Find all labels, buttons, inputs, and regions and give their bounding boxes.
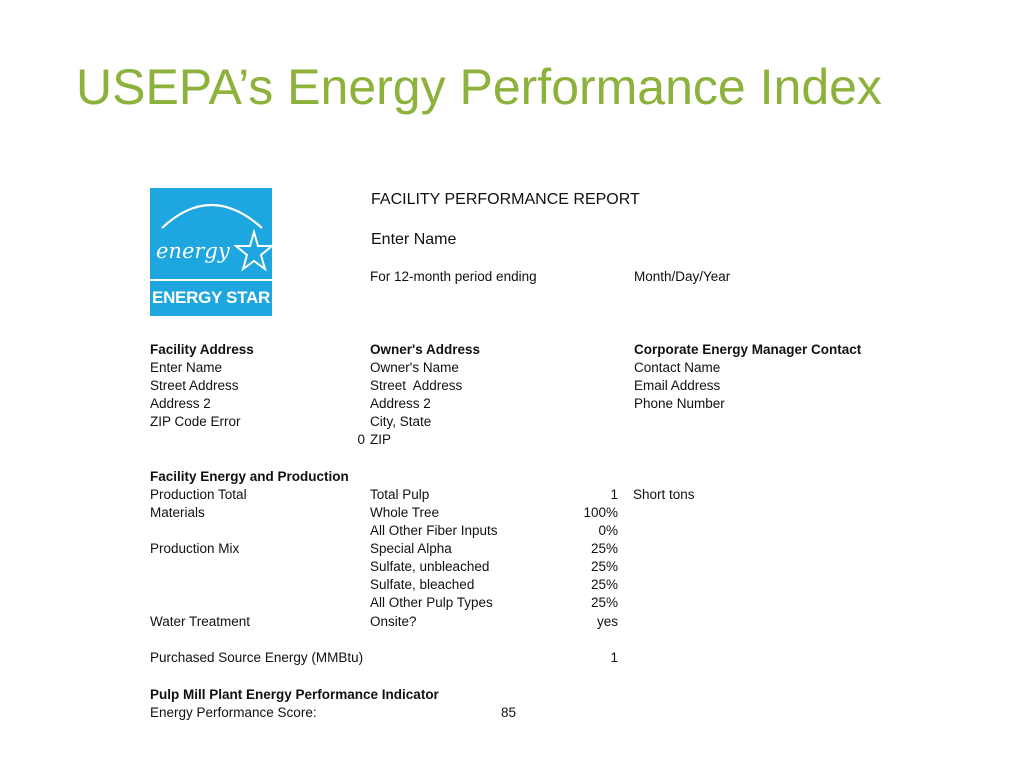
report-title: FACILITY PERFORMANCE REPORT bbox=[371, 191, 640, 208]
row-label: Water Treatment bbox=[150, 614, 251, 629]
row-label: Production Total bbox=[150, 487, 247, 502]
owner-address-line: Owner's Name bbox=[370, 360, 459, 375]
row-item: Whole Tree bbox=[370, 505, 440, 520]
row-item: All Other Fiber Inputs bbox=[370, 523, 498, 538]
energy-star-label: ENERGY STAR bbox=[152, 288, 270, 307]
row-value: 25% bbox=[590, 541, 618, 556]
row-value: 25% bbox=[590, 595, 618, 610]
row-value: 25% bbox=[590, 559, 618, 574]
energy-star-logo bbox=[150, 188, 272, 316]
row-value: 100% bbox=[583, 505, 618, 520]
row-item: Total Pulp bbox=[370, 487, 430, 502]
contact-line: Contact Name bbox=[634, 360, 721, 375]
row-value: 25% bbox=[590, 577, 618, 592]
contact-line: Email Address bbox=[634, 378, 721, 393]
score-label: Energy Performance Score: bbox=[150, 705, 317, 720]
row-label: Production Mix bbox=[150, 541, 240, 556]
facility-zip-value: 0 bbox=[357, 432, 365, 447]
row-item: Sulfate, unbleached bbox=[370, 559, 490, 574]
facility-address-header: Facility Address bbox=[150, 342, 254, 357]
owner-address-line: ZIP bbox=[370, 432, 392, 447]
owner-address-line: Address 2 bbox=[370, 396, 431, 411]
facility-address-line: ZIP Code Error bbox=[150, 414, 241, 429]
contact-line: Phone Number bbox=[634, 396, 725, 411]
row-value: 0% bbox=[598, 523, 618, 538]
period-label: For 12-month period ending bbox=[370, 269, 537, 284]
contact-header: Corporate Energy Manager Contact bbox=[634, 342, 862, 357]
row-item: Onsite? bbox=[370, 614, 417, 629]
facility-address-line: Address 2 bbox=[150, 396, 211, 411]
row-unit: Short tons bbox=[633, 487, 695, 502]
slide-title: USEPA’s Energy Performance Index bbox=[76, 59, 882, 115]
indicator-header: Pulp Mill Plant Energy Performance Indicator bbox=[150, 687, 439, 702]
row-value: 1 bbox=[610, 487, 618, 502]
facility-address-line: Street Address bbox=[150, 378, 239, 393]
purchased-energy-value: 1 bbox=[610, 650, 618, 665]
period-value: Month/Day/Year bbox=[634, 269, 731, 284]
energy-production-header: Facility Energy and Production bbox=[150, 469, 349, 484]
owner-address-header: Owner's Address bbox=[370, 342, 480, 357]
purchased-energy-label: Purchased Source Energy (MMBtu) bbox=[150, 650, 364, 665]
score-value: 85 bbox=[500, 705, 516, 720]
report-name: Enter Name bbox=[371, 231, 457, 248]
owner-address-line: Street Address bbox=[370, 378, 463, 393]
owner-address-line: City, State bbox=[370, 414, 432, 429]
row-label: Materials bbox=[150, 505, 205, 520]
energy-script-text: energy bbox=[156, 239, 230, 263]
row-item: Special Alpha bbox=[370, 541, 452, 556]
facility-address-line: Enter Name bbox=[150, 360, 223, 375]
row-item: Sulfate, bleached bbox=[370, 577, 475, 592]
row-value: yes bbox=[596, 614, 618, 629]
row-item: All Other Pulp Types bbox=[370, 595, 493, 610]
